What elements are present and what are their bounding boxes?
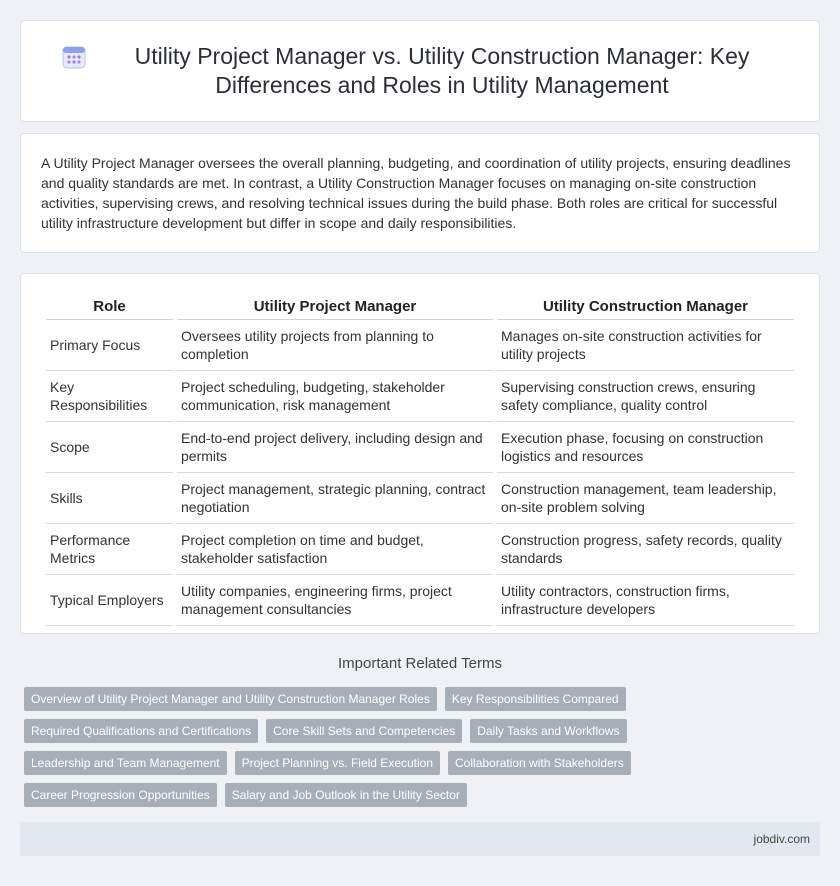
comparison-table [42, 292, 798, 626]
table-header-row [46, 292, 794, 320]
tag-row [24, 751, 814, 775]
cell-project-manager: Project management, strategic planning, contract negotiation [177, 473, 493, 524]
tag-row [24, 687, 814, 711]
footer-site-link[interactable]: jobdiv.com [753, 832, 810, 846]
row-label: Primary Focus [46, 320, 173, 371]
table-row [46, 575, 794, 626]
page-title: Utility Project Manager vs. Utility Construction Manager: Key Differences and Roles in Utility Management [134, 43, 750, 98]
related-tag[interactable]: Leadership and Team Management [24, 751, 227, 775]
row-label: Key Responsibilities [46, 371, 173, 422]
cell-project-manager: Project completion on time and budget, stakeholder satisfaction [177, 524, 493, 575]
cell-construction-manager: Supervising construction crews, ensuring safety compliance, quality control [497, 371, 794, 422]
related-tag[interactable]: Core Skill Sets and Competencies [266, 719, 462, 743]
row-label: Performance Metrics [46, 524, 173, 575]
title-card [20, 20, 820, 122]
header-project-manager: Utility Project Manager [177, 292, 493, 320]
cell-construction-manager: Construction management, team leadership, on-site problem solving [497, 473, 794, 524]
tag-row [24, 783, 814, 807]
footer [20, 822, 820, 856]
related-tag[interactable]: Required Qualifications and Certifications [24, 719, 258, 743]
cell-project-manager: End-to-end project delivery, including design and permits [177, 422, 493, 473]
table-row [46, 524, 794, 575]
related-tag[interactable]: Daily Tasks and Workflows [470, 719, 626, 743]
related-terms-tags [24, 687, 814, 815]
row-label: Scope [46, 422, 173, 473]
cell-project-manager: Utility companies, engineering firms, project management consultancies [177, 575, 493, 626]
table-row [46, 473, 794, 524]
related-tag[interactable]: Career Progression Opportunities [24, 783, 217, 807]
related-tag[interactable]: Project Planning vs. Field Execution [235, 751, 440, 775]
cell-construction-manager: Execution phase, focusing on construction logistics and resources [497, 422, 794, 473]
summary-card [20, 133, 820, 253]
cell-project-manager: Oversees utility projects from planning to completion [177, 320, 493, 371]
row-label: Skills [46, 473, 173, 524]
tag-row [24, 719, 814, 743]
related-terms-title: Important Related Terms [338, 655, 502, 672]
table-row [46, 320, 794, 371]
related-tag[interactable]: Salary and Job Outlook in the Utility Sector [225, 783, 467, 807]
header-construction-manager: Utility Construction Manager [497, 292, 794, 320]
cell-project-manager: Project scheduling, budgeting, stakeholder communication, risk management [177, 371, 493, 422]
related-tag[interactable]: Key Responsibilities Compared [445, 687, 626, 711]
table-row [46, 422, 794, 473]
comparison-table-card [20, 273, 820, 634]
summary-text: A Utility Project Manager oversees the overall planning, budgeting, and coordination of utility projects, ensuring deadlines and quality standards are met. In contrast, a Utility Construction Manager focuses on managing on-site construction activities, supervising crews, and resolving technical issues during the build phase. Both roles are critical for successful utility infrastructure development but differ in scope and daily responsibilities. [41, 155, 791, 231]
calendar-icon [61, 44, 87, 70]
cell-construction-manager: Construction progress, safety records, quality standards [497, 524, 794, 575]
related-tag[interactable]: Collaboration with Stakeholders [448, 751, 631, 775]
header-role: Role [46, 292, 173, 320]
table-row [46, 371, 794, 422]
cell-construction-manager: Manages on-site construction activities for utility projects [497, 320, 794, 371]
cell-construction-manager: Utility contractors, construction firms, infrastructure developers [497, 575, 794, 626]
related-tag[interactable]: Overview of Utility Project Manager and Utility Construction Manager Roles [24, 687, 437, 711]
row-label: Typical Employers [46, 575, 173, 626]
